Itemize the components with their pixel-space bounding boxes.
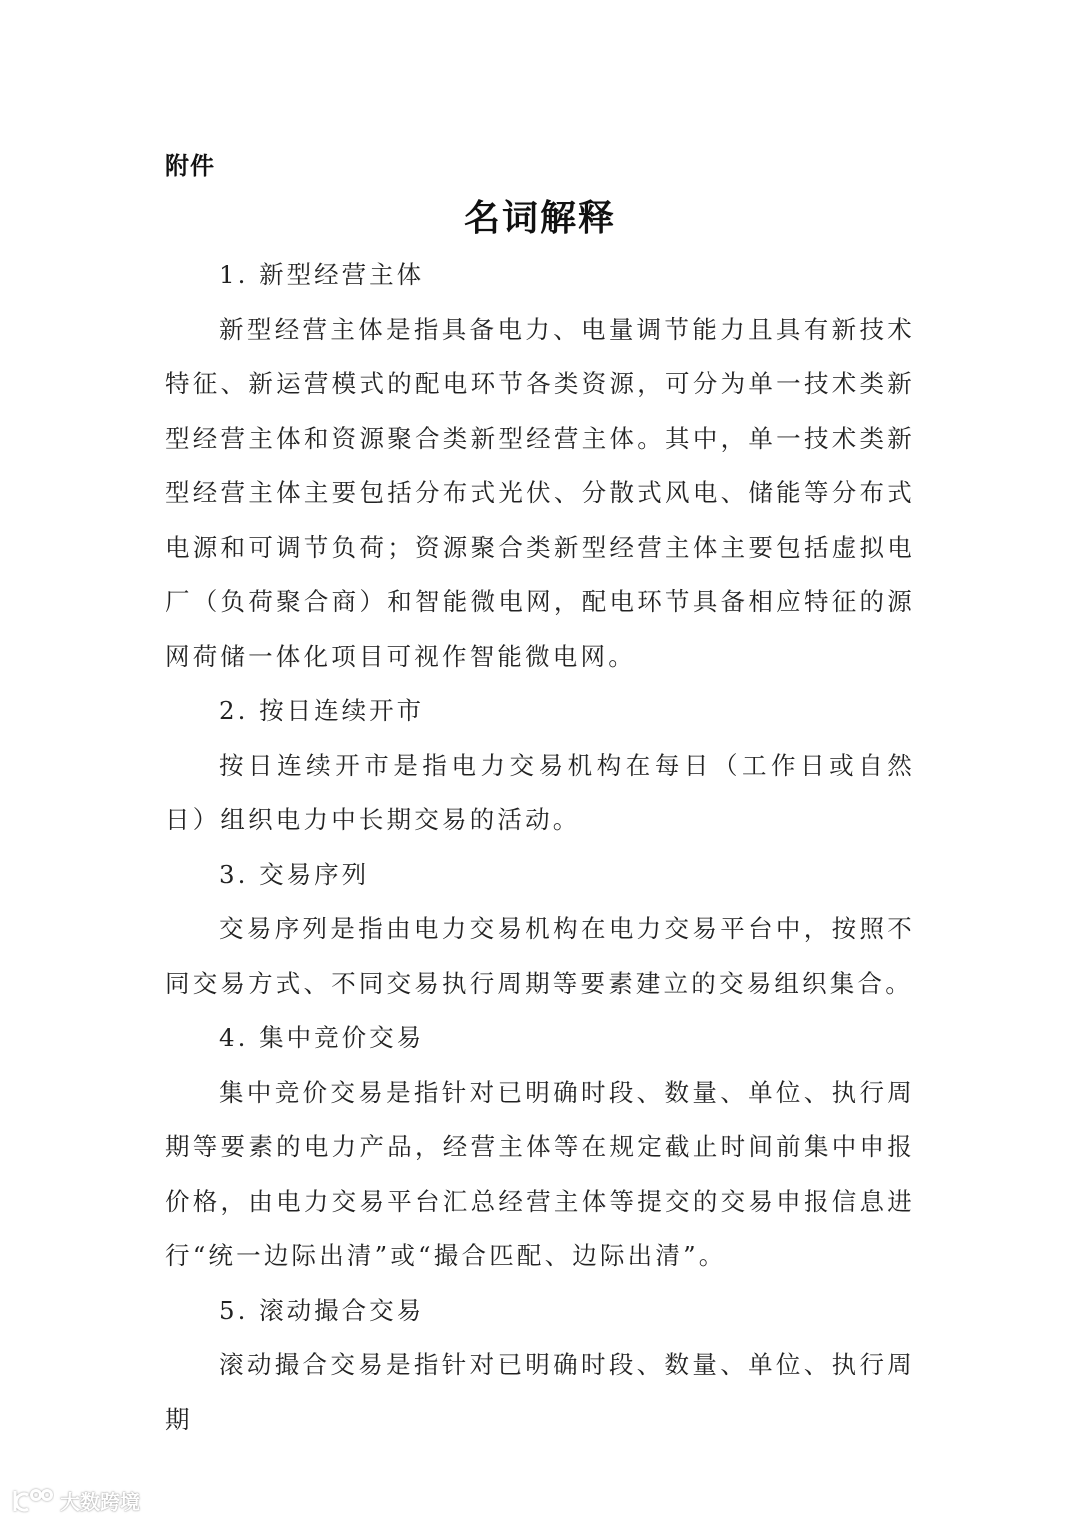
term-paragraph-5: 滚动撮合交易是指针对已明确时段、数量、单位、执行周期 bbox=[165, 1350, 915, 1434]
attachment-label: 附件 bbox=[165, 152, 215, 180]
term-paragraph-4: 集中竞价交易是指针对已明确时段、数量、单位、执行周期等要素的电力产品，经营主体等在规定截止时间前集中申报价格，由电力交易平台汇总经营主体等提交的交易申报信息进行“统一边际出清”或“撮合匹配、边际出清”。 bbox=[165, 1077, 915, 1270]
term-heading-1: 1. 新型经营主体 bbox=[219, 260, 425, 289]
1000-logo-icon bbox=[10, 1487, 54, 1515]
term-heading-5: 5. 滚动撮合交易 bbox=[219, 1295, 425, 1325]
term-heading-4: 4. 集中竞价交易 bbox=[219, 1023, 425, 1052]
watermark bbox=[10, 1486, 140, 1515]
document-body bbox=[165, 248, 915, 1447]
document-title: 名词解释 bbox=[463, 197, 616, 239]
term-paragraph-1: 新型经营主体是指具备电力、电量调节能力且具有新技术特征、新运营模式的配电环节各类资源，可分为单一技术类新型经营主体和资源聚合类新型经营主体。其中，单一技术类新型经营主体主要包括分布式光伏、分散式风电、储能等分布式电源和可调节负荷；资源聚合类新型经营主体主要包括虚拟电厂（负荷聚合商）和智能微电网，配电环节具备相应特征的源网荷储一体化项目可视作智能微电网。 bbox=[165, 314, 915, 671]
term-paragraph-3: 交易序列是指由电力交易机构在电力交易平台中，按照不同交易方式、不同交易执行周期等要素建立的交易组织集合。 bbox=[165, 914, 915, 998]
watermark-text: 大数跨境 bbox=[60, 1490, 140, 1514]
term-paragraph-2: 按日连续开市是指电力交易机构在每日（工作日或自然日）组织电力中长期交易的活动。 bbox=[165, 750, 915, 834]
term-heading-2: 2. 按日连续开市 bbox=[219, 696, 425, 725]
term-heading-3: 3. 交易序列 bbox=[219, 859, 370, 889]
